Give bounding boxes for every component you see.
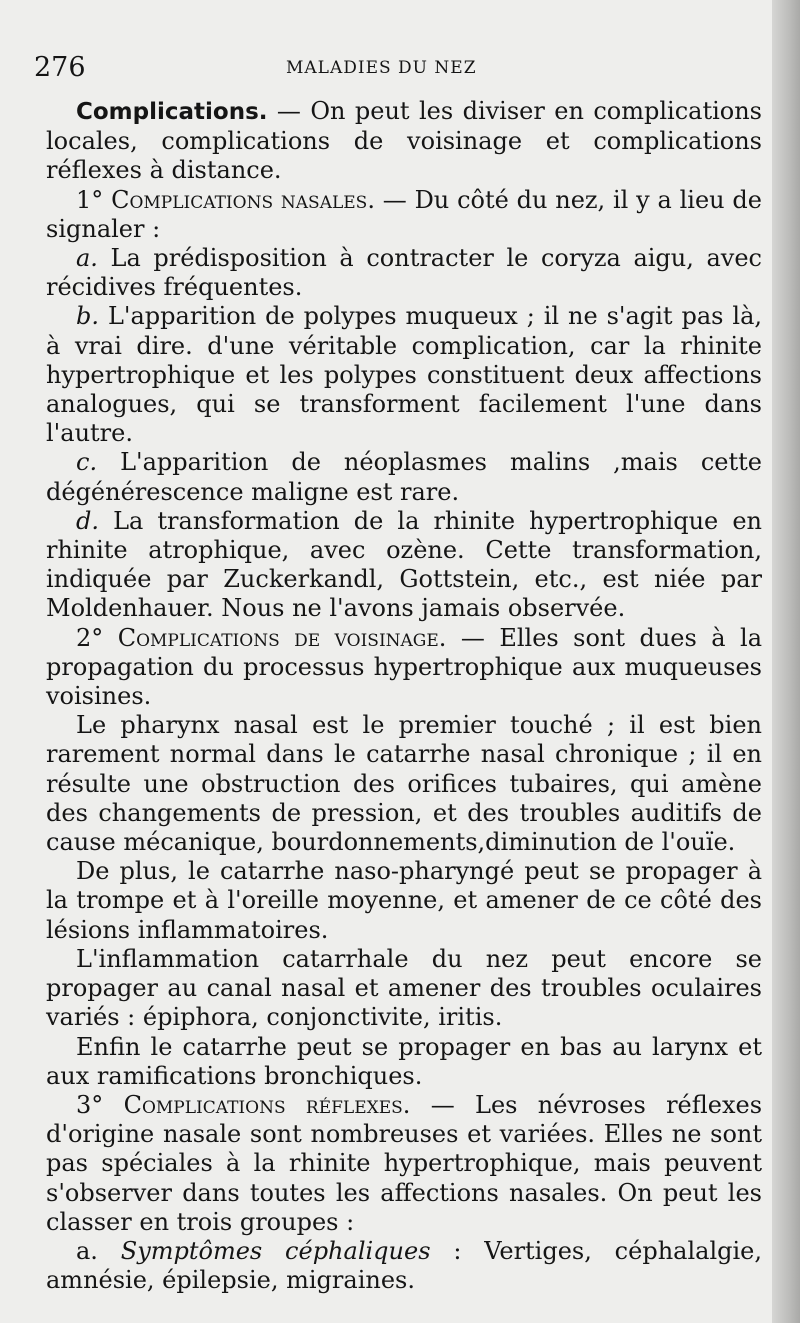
subsection-heading: Complications nasales. — [111, 185, 375, 214]
page-edge-shadow — [772, 0, 800, 1323]
list-item-c — [46, 448, 762, 506]
section-number: 1° — [76, 185, 112, 214]
paragraph-eye: L'inflammation catarrhale du nez peut encore se propager au canal nasal et amener des troubles oculaires variés : épiphora, conjonctivite, iritis. — [46, 944, 762, 1032]
item-letter: a. — [76, 244, 98, 273]
paragraph-complications — [46, 97, 762, 186]
section-heading: Complications. — [76, 99, 268, 125]
paragraph-text: La prédisposition à contracter le coryza aigu, avec récidives fréquentes. — [46, 244, 762, 302]
item-letter: a. — [76, 1236, 121, 1265]
section-number: 2° — [76, 623, 118, 652]
item-letter: c. — [76, 448, 98, 477]
paragraph-text: — Du côté du nez, il y a lieu de signaler : — [46, 185, 762, 243]
paragraph-text: — Les névroses réflexes d'origine nasale sont nombreuses et variées. Elles ne sont pas spéciales à la rhinite hypertrophique, mais peuvent s'observer dans toutes les affections nasales. On peut les classer en trois groupes : — [46, 1090, 763, 1236]
list-item-b — [46, 302, 762, 448]
paragraph-text: L'apparition de néoplasmes malins ,mais cette dégénérescence maligne est rare. — [46, 448, 762, 506]
section-number: 3° — [76, 1090, 124, 1119]
paragraph-neighboring — [46, 624, 762, 712]
list-item-a — [46, 244, 762, 302]
paragraph-text: — On peut les diviser en complications locales, complications de voisinage et complications réflexes à distance. — [46, 97, 762, 185]
running-title: MALADIES DU NEZ — [286, 58, 477, 78]
paragraph-ear: De plus, le catarrhe naso-pharyngé peut se propager à la trompe et à l'oreille moyenne, et amener de ce côté des lésions inflammatoires. — [46, 857, 762, 944]
subsection-heading: Complications de voisinage. — [117, 623, 447, 652]
list-item-a-symptoms — [46, 1237, 762, 1295]
paragraph-nasal — [46, 186, 762, 244]
paragraph-pharynx: Le pharynx nasal est le premier touché ; il est bien rarement normal dans le catarrhe nasal chronique ; il en résulte une obstruction des orifices tubaires, qui amène des changements de pression, et des troubles auditifs de cause mécanique, bourdonnements,diminution de l'ouïe. — [46, 711, 762, 857]
running-header — [34, 50, 730, 86]
paragraph-text: : Vertiges, céphalalgie, amnésie, épilepsie, migraines. — [46, 1236, 762, 1295]
paragraph-text: L'apparition de polypes muqueux ; il ne s'agit pas là, à vrai dire. d'une véritable complication, car la rhinite hypertrophique et les polypes constituent deux affections analogues, qui se transforment facilement l'une dans l'autre. — [46, 302, 762, 448]
item-letter: b. — [76, 302, 99, 331]
subsection-heading: Complications réflexes. — [123, 1090, 411, 1119]
italic-term: Symptômes céphaliques — [120, 1236, 431, 1265]
page-number: 276 — [34, 52, 86, 83]
item-letter: d. — [76, 506, 99, 535]
paragraph-text: La transformation de la rhinite hypertrophique en rhinite atrophique, avec ozène. Cette transformation, indiquée par Zuckerkandl, Gottstein, etc., est niée par Moldenhauer. Nous ne l'avons jamais observée. — [46, 506, 762, 623]
paragraph-text: — Elles sont dues à la propagation du processus hypertrophique aux muqueuses voisines. — [46, 623, 762, 711]
paragraph-larynx: Enfin le catarrhe peut se propager en bas au larynx et aux ramifications bronchiques. — [46, 1032, 762, 1090]
paragraph-reflex — [46, 1091, 762, 1237]
body-text — [46, 97, 762, 1295]
list-item-d — [46, 507, 762, 624]
